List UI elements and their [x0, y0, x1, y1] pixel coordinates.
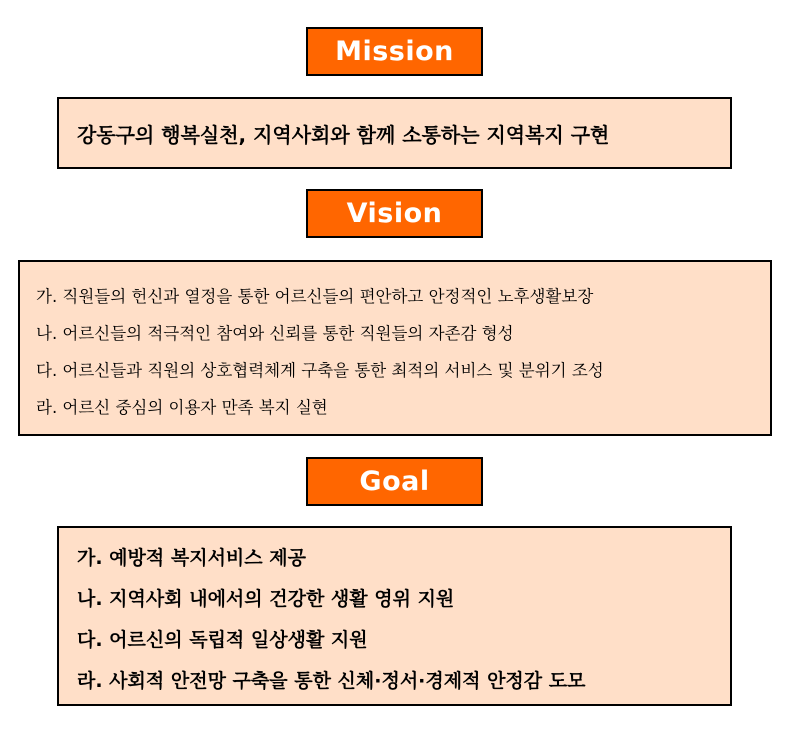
vision-item: 라. 어르신 중심의 이용자 만족 복지 실현 — [36, 398, 328, 417]
goal-item: 라. 사회적 안전망 구축을 통한 신체·정서·경제적 안정감 도모 — [77, 670, 586, 692]
mission-panel — [57, 97, 732, 169]
vision-list — [36, 278, 604, 426]
vision-panel — [18, 260, 772, 436]
goal-panel — [57, 526, 732, 706]
vision-heading-label: Vision — [346, 198, 443, 229]
vision-item: 다. 어르신들과 직원의 상호협력체계 구축을 통한 최적의 서비스 및 분위기 조성 — [36, 361, 604, 380]
mission-heading — [306, 27, 483, 76]
mission-statement: 강동구의 행복실천, 지역사회와 함께 소통하는 지역복지 구현 — [77, 122, 610, 147]
vision-heading — [306, 189, 483, 238]
vision-item: 가. 직원들의 헌신과 열정을 통한 어르신들의 편안하고 안정적인 노후생활보장 — [36, 287, 594, 306]
goal-item: 나. 지역사회 내에서의 건강한 생활 영위 지원 — [77, 588, 455, 610]
goal-list — [77, 538, 585, 702]
goal-heading — [306, 457, 483, 506]
goal-item: 가. 예방적 복지서비스 제공 — [77, 547, 306, 569]
goal-item: 다. 어르신의 독립적 일상생활 지원 — [77, 629, 368, 651]
vision-item: 나. 어르신들의 적극적인 참여와 신뢰를 통한 직원들의 자존감 형성 — [36, 324, 514, 343]
mission-heading-label: Mission — [335, 36, 454, 67]
goal-heading-label: Goal — [359, 466, 430, 497]
